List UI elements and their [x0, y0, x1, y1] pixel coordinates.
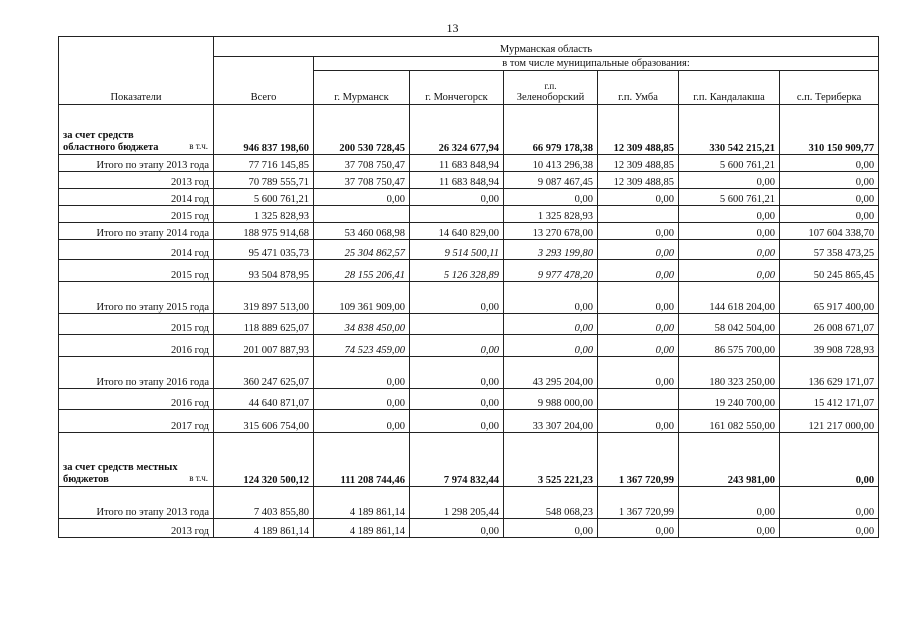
table-row: [59, 519, 879, 538]
cell: 65 917 400,00: [780, 282, 879, 314]
cell: 330 542 215,21: [679, 105, 780, 155]
cell: 7 403 855,80: [214, 487, 314, 519]
header-region: Мурманская область: [214, 37, 879, 57]
cell: 43 295 204,00: [504, 357, 598, 389]
section-label-regional-l2: областного бюджета: [63, 142, 159, 153]
regional-rows: [59, 155, 879, 433]
cell: 0,00: [598, 223, 679, 240]
cell: 53 460 068,98: [314, 223, 410, 240]
row-label: 2016 год: [59, 335, 214, 357]
cell: 11 683 848,94: [410, 172, 504, 189]
table-row: [59, 155, 879, 172]
cell: 1 298 205,44: [410, 487, 504, 519]
section-row-local: [59, 433, 879, 487]
row-label: 2017 год: [59, 410, 214, 433]
section-label-local-l2: бюджетов: [63, 474, 109, 485]
cell: 121 217 000,00: [780, 410, 879, 433]
table-row: [59, 410, 879, 433]
cell: 0,00: [314, 357, 410, 389]
row-label: Итого по этапу 2016 года: [59, 357, 214, 389]
row-label: 2013 год: [59, 172, 214, 189]
cell: 0,00: [679, 519, 780, 538]
table-row: [59, 487, 879, 519]
cell: 319 897 513,00: [214, 282, 314, 314]
cell: 50 245 865,45: [780, 260, 879, 282]
cell: 66 979 178,38: [504, 105, 598, 155]
cell: 124 320 500,12: [214, 433, 314, 487]
table-row: [59, 223, 879, 240]
cell: 1 325 828,93: [504, 206, 598, 223]
cell: 144 618 204,00: [679, 282, 780, 314]
cell: 25 304 862,57: [314, 240, 410, 260]
row-label: 2015 год: [59, 260, 214, 282]
table-row: [59, 206, 879, 223]
row-label: Итого по этапу 2013 года: [59, 487, 214, 519]
cell: 34 838 450,00: [314, 314, 410, 335]
cell: 9 977 478,20: [504, 260, 598, 282]
cell: 0,00: [314, 389, 410, 410]
cell: 1 325 828,93: [214, 206, 314, 223]
cell: 26 324 677,94: [410, 105, 504, 155]
section-label-regional-l1: за счет средств: [63, 130, 134, 141]
row-label: Итого по этапу 2015 года: [59, 282, 214, 314]
cell: 9 514 500,11: [410, 240, 504, 260]
cell: 0,00: [679, 206, 780, 223]
header-col-zelenoborsky: [504, 71, 598, 105]
cell: 4 189 861,14: [314, 487, 410, 519]
row-label: 2014 год: [59, 240, 214, 260]
cell: 161 082 550,00: [679, 410, 780, 433]
header-indicators: Показатели: [59, 37, 214, 105]
cell: 86 575 700,00: [679, 335, 780, 357]
header-total: Всего: [214, 57, 314, 105]
row-label: 2013 год: [59, 519, 214, 538]
cell: 33 307 204,00: [504, 410, 598, 433]
cell: 4 189 861,14: [314, 519, 410, 538]
cell: 0,00: [598, 282, 679, 314]
section-label-local-l1: за счет средств местных: [63, 462, 178, 473]
cell: 5 600 761,21: [214, 189, 314, 206]
row-label: Итого по этапу 2014 года: [59, 223, 214, 240]
header-col-umba: г.п. Умба: [598, 71, 679, 105]
cell: 0,00: [679, 260, 780, 282]
cell: 111 208 744,46: [314, 433, 410, 487]
cell: 4 189 861,14: [214, 519, 314, 538]
cell: 0,00: [410, 335, 504, 357]
cell: 0,00: [598, 357, 679, 389]
cell: 77 716 145,85: [214, 155, 314, 172]
table-row: [59, 172, 879, 189]
cell: [410, 206, 504, 223]
cell: 200 530 728,45: [314, 105, 410, 155]
table-row: [59, 335, 879, 357]
cell: 11 683 848,94: [410, 155, 504, 172]
cell: 0,00: [598, 335, 679, 357]
cell: 118 889 625,07: [214, 314, 314, 335]
header-col-kandalaksha: г.п. Кандалакша: [679, 71, 780, 105]
cell: 188 975 914,68: [214, 223, 314, 240]
cell: 0,00: [598, 519, 679, 538]
cell: 7 974 832,44: [410, 433, 504, 487]
cell: 12 309 488,85: [598, 105, 679, 155]
cell: 180 323 250,00: [679, 357, 780, 389]
cell: 19 240 700,00: [679, 389, 780, 410]
row-label: Итого по этапу 2013 года: [59, 155, 214, 172]
cell: 0,00: [504, 519, 598, 538]
table-row: [59, 260, 879, 282]
cell: 0,00: [314, 410, 410, 433]
cell: 0,00: [679, 240, 780, 260]
cell: 58 042 504,00: [679, 314, 780, 335]
cell: 201 007 887,93: [214, 335, 314, 357]
local-rows: [59, 487, 879, 538]
cell: 44 640 871,07: [214, 389, 314, 410]
cell: 5 600 761,21: [679, 155, 780, 172]
cell: 3 525 221,23: [504, 433, 598, 487]
cell: 3 293 199,80: [504, 240, 598, 260]
header-col-zelenoborsky-l1: г.п.: [544, 81, 557, 91]
cell: 0,00: [598, 260, 679, 282]
cell: 0,00: [598, 240, 679, 260]
cell: 28 155 206,41: [314, 260, 410, 282]
cell: 0,00: [410, 389, 504, 410]
header-col-murmansk: г. Мурманск: [314, 71, 410, 105]
cell: 1 367 720,99: [598, 433, 679, 487]
cell: 0,00: [504, 314, 598, 335]
table-row: [59, 314, 879, 335]
table-row: [59, 282, 879, 314]
cell: 5 126 328,89: [410, 260, 504, 282]
cell: 548 068,23: [504, 487, 598, 519]
cell: 315 606 754,00: [214, 410, 314, 433]
cell: 74 523 459,00: [314, 335, 410, 357]
page-number: 13: [446, 21, 459, 35]
cell: 14 640 829,00: [410, 223, 504, 240]
cell: 0,00: [504, 335, 598, 357]
header-col-zelenoborsky-l2: Зеленоборский: [516, 92, 585, 103]
cell: 946 837 198,60: [214, 105, 314, 155]
cell: 0,00: [410, 357, 504, 389]
cell: 15 412 171,07: [780, 389, 879, 410]
cell: [598, 389, 679, 410]
cell: 0,00: [504, 282, 598, 314]
cell: 0,00: [780, 519, 879, 538]
section-label-regional: [59, 105, 214, 155]
cell: 37 708 750,47: [314, 172, 410, 189]
cell: 70 789 555,71: [214, 172, 314, 189]
cell: 107 604 338,70: [780, 223, 879, 240]
cell: 0,00: [780, 206, 879, 223]
cell: 12 309 488,85: [598, 172, 679, 189]
table-row: [59, 357, 879, 389]
row-label: 2015 год: [59, 314, 214, 335]
section-row-regional: [59, 105, 879, 155]
cell: 0,00: [780, 155, 879, 172]
cell: 39 908 728,93: [780, 335, 879, 357]
cell: 0,00: [598, 314, 679, 335]
cell: 310 150 909,77: [780, 105, 879, 155]
cell: 1 367 720,99: [598, 487, 679, 519]
table-row: [59, 389, 879, 410]
cell: 95 471 035,73: [214, 240, 314, 260]
cell: 37 708 750,47: [314, 155, 410, 172]
header-col-monchegorsk: г. Мончегорск: [410, 71, 504, 105]
cell: 0,00: [780, 189, 879, 206]
cell: 0,00: [780, 487, 879, 519]
cell: 9 988 000,00: [504, 389, 598, 410]
cell: 10 413 296,38: [504, 155, 598, 172]
table-row: [59, 189, 879, 206]
cell: 0,00: [410, 410, 504, 433]
cell: 0,00: [410, 189, 504, 206]
section-label-local: [59, 433, 214, 487]
cell: 136 629 171,07: [780, 357, 879, 389]
cell: 0,00: [598, 410, 679, 433]
cell: 0,00: [410, 282, 504, 314]
cell: 0,00: [780, 172, 879, 189]
row-label: 2016 год: [59, 389, 214, 410]
section-note-local: в т.ч.: [189, 473, 208, 483]
cell: 0,00: [410, 519, 504, 538]
cell: 13 270 678,00: [504, 223, 598, 240]
section-note-regional: в т.ч.: [189, 141, 208, 151]
cell: 0,00: [598, 189, 679, 206]
cell: [410, 314, 504, 335]
cell: 5 600 761,21: [679, 189, 780, 206]
budget-table: [58, 36, 879, 538]
row-label: 2014 год: [59, 189, 214, 206]
cell: 57 358 473,25: [780, 240, 879, 260]
cell: 26 008 671,07: [780, 314, 879, 335]
cell: 360 247 625,07: [214, 357, 314, 389]
cell: 12 309 488,85: [598, 155, 679, 172]
table-row: [59, 240, 879, 260]
row-label: 2015 год: [59, 206, 214, 223]
cell: 0,00: [679, 172, 780, 189]
cell: 9 087 467,45: [504, 172, 598, 189]
cell: 109 361 909,00: [314, 282, 410, 314]
cell: 0,00: [780, 433, 879, 487]
header-col-teriberka: с.п. Териберка: [780, 71, 879, 105]
cell: 93 504 878,95: [214, 260, 314, 282]
cell: [314, 206, 410, 223]
cell: 243 981,00: [679, 433, 780, 487]
cell: 0,00: [504, 189, 598, 206]
cell: 0,00: [679, 223, 780, 240]
cell: [598, 206, 679, 223]
header-including: в том числе муниципальные образования:: [314, 57, 879, 71]
cell: 0,00: [314, 189, 410, 206]
cell: 0,00: [679, 487, 780, 519]
